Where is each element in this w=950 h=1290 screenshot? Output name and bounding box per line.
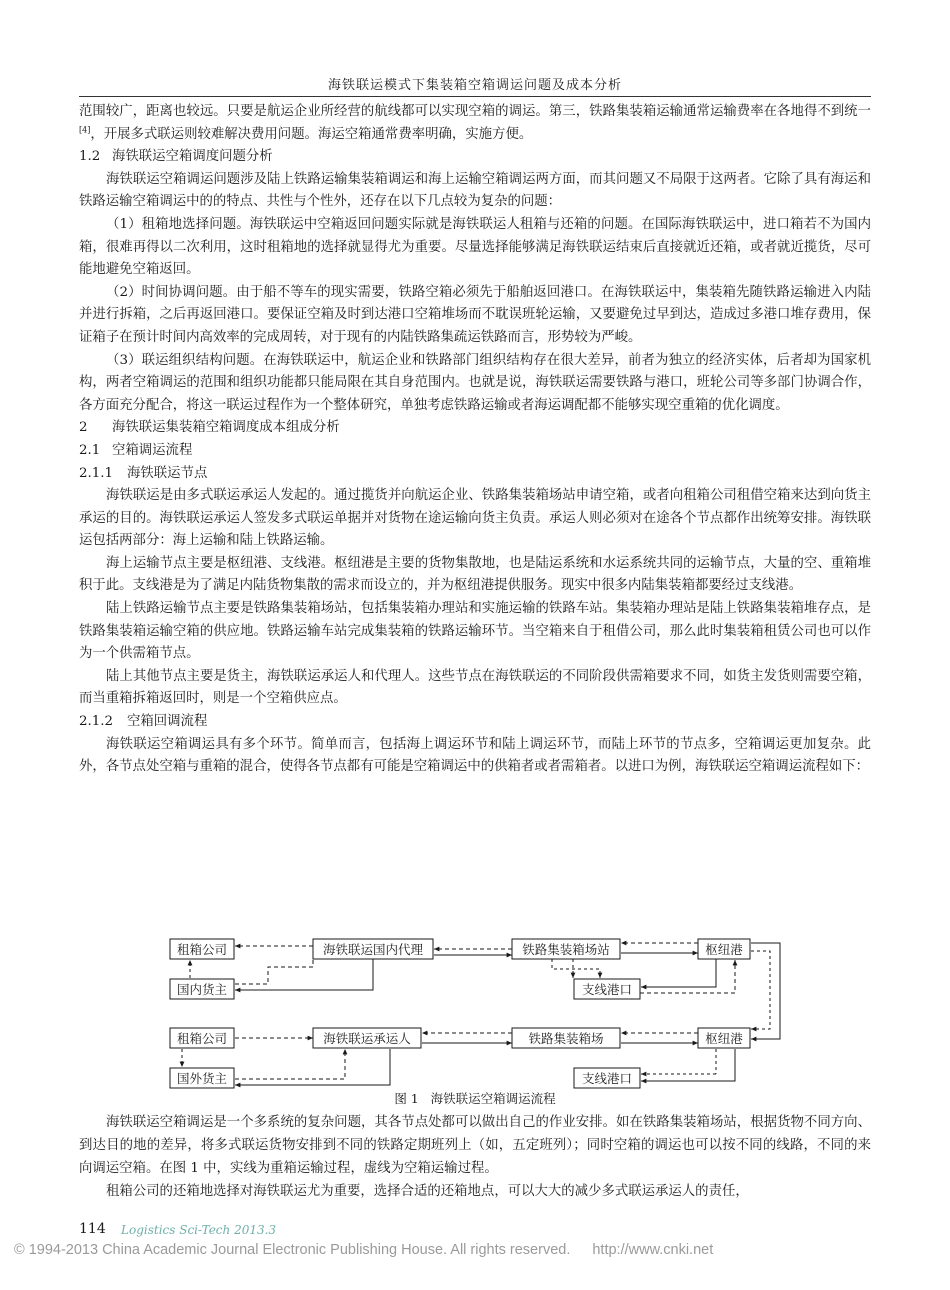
paragraph-text: ，开展多式联运则较难解决费用问题。海运空箱通常费率明确，实施方便。 (90, 126, 533, 142)
citation-ref: [4] (79, 125, 91, 135)
section-number: 2.1.1 (79, 465, 114, 481)
body-text-after-figure (79, 1111, 871, 1203)
section-number: 2 (79, 420, 88, 436)
paragraph: 海铁联运空箱调运是一个多系统的复杂问题，其各节点处都可以做出自己的作业安排。如在铁路集装箱场站，根据货物不同方向、到达目的地的差异，将多式联运货物安排到不同的铁路定期班列上（如，五定班列）；同时空箱的调运也可以按不同的线路，不同的来向调运空箱。在图 1 中，实线为重箱运输过程，虚线为空箱运输过程。 (79, 1115, 871, 1176)
paragraph: 租箱公司的还箱地选择对海铁联运尤为重要，选择合适的还箱地点，可以大大的减少多式联运承运人的责任， (106, 1184, 749, 1199)
section-number: 1.2 (79, 149, 101, 165)
paragraph: 海铁联运空箱调运问题涉及陆上铁路运输集装箱调运和海上运输空箱调运两方面，而其问题又不局限于这两者。它除了具有海运和铁路运输空箱调运中的的特点、共性与个性外，还存在以下几点较为复杂的问题： (79, 171, 871, 210)
flow-diagram (160, 929, 800, 1099)
page-number: 114 (79, 1221, 106, 1237)
node-lease-b: 租箱公司 (176, 1031, 228, 1046)
section-heading (79, 440, 871, 463)
paragraph: 海铁联运是由多式联运承运人发起的。通过揽货并向航运企业、铁路集装箱场站申请空箱，或者向租箱公司租借空箱来达到向货主承运的目的。海铁联运承运人签发多式联运单据并对货物在途运输向货主负责。承运人则必须对在途各个节点都作出统筹安排。海铁联运包括两部分：海上运输和陆上铁路运输。 (79, 488, 871, 549)
paragraph: 陆上其他节点主要是货主，海铁联运承运人和代理人。这些节点在海铁联运的不同阶段供需箱要求不同，如货主发货则需要空箱，而当重箱拆箱返回时，则是一个空箱供应点。 (79, 668, 871, 707)
section-heading (79, 711, 871, 734)
node-domestic-agent: 海铁联运国内代理 (322, 942, 424, 957)
body-text (79, 101, 871, 779)
copyright-text: © 1994-2013 China Academic Journal Electronic Publishing House. All rights reserved. (14, 1242, 571, 1258)
paragraph: （3）联运组织结构问题。在海铁联运中，航运企业和铁路部门组织结构存在很大差异，前者为独立的经济实体，后者却为国家机构，两者空箱调运的范围和组织功能都只能局限在其自身范围内。也就是说，海铁联运需要铁路与港口，班轮公司等多部门协调合作，各方面充分配合，将这一联运过程作为一个整体研究，单独考虑铁路运输或者海运调配都不能够实现空重箱的优化调度。 (79, 352, 871, 413)
section-number: 2.1.2 (79, 714, 114, 730)
paragraph-text: 范围较广，距离也较远。只要是航运企业所经营的航线都可以实现空箱的调运。第三，铁路集装箱运输通常运输费率在各地得不到统一 (79, 104, 871, 119)
section-title: 海铁联运空箱调度问题分析 (112, 149, 273, 165)
journal-name: Logistics Sci-Tech 2013.3 (121, 1223, 277, 1237)
copyright-line (14, 1242, 713, 1258)
section-heading (79, 146, 871, 169)
node-feeder-b: 支线港口 (581, 1071, 633, 1086)
section-heading (79, 463, 871, 486)
header-rule (79, 96, 871, 97)
section-title: 海铁联运节点 (127, 465, 208, 481)
figure-caption (0, 1089, 950, 1107)
node-domestic-shipper: 国内货主 (176, 982, 228, 997)
node-rail-yard-b: 铁路集装箱场 (528, 1031, 604, 1046)
flow-arrows (182, 943, 780, 1085)
paragraph: 陆上铁路运输节点主要是铁路集装箱场站，包括集装箱办理站和实施运输的铁路车站。集装箱办理站是陆上铁路集装箱堆存点，是铁路集装箱运输空箱的供应地。铁路运输车站完成集装箱的铁路运输环节。当空箱来自于租借公司，那么此时集装箱租赁公司也可以作为一个供需箱节点。 (79, 601, 871, 662)
cnki-url[interactable]: http://www.cnki.net (592, 1242, 714, 1258)
node-foreign-shipper: 国外货主 (176, 1071, 228, 1086)
section-number: 2.1 (79, 442, 101, 458)
figure-1 (160, 929, 800, 1099)
node-rail-yard-a: 铁路集装箱场站 (522, 942, 610, 957)
node-hub-b: 枢纽港 (705, 1031, 743, 1046)
paragraph: （1）租箱地选择问题。海铁联运中空箱返回问题实际就是海铁联运人租箱与还箱的问题。在国际海铁联运中，进口箱若不为国内箱，很难再得以二次利用，这时租箱地的选择就显得尤为重要。尽量选择能够满足海铁联运结束后直接就近还箱，或者就近揽货，尽可能地避免空箱返回。 (79, 216, 871, 278)
figure-caption-text: 海铁联运空箱调运流程 (430, 1091, 556, 1106)
node-lease-a: 租箱公司 (176, 942, 228, 957)
section-title: 空箱调运流程 (112, 442, 193, 458)
section-title: 海铁联运集装箱空箱调度成本组成分析 (112, 420, 340, 436)
paragraph: 海铁联运空箱调运具有多个环节。简单而言，包括海上调运环节和陆上调运环节，而陆上环节的节点多，空箱调运更加复杂。此外，各节点处空箱与重箱的混合，使得各节点都有可能是空箱调运中的供箱者或者需箱者。以进口为例，海铁联运空箱调运流程如下： (79, 736, 871, 775)
node-carrier: 海铁联运承运人 (323, 1031, 411, 1046)
paragraph (79, 101, 871, 146)
figure-caption-number: 图 1 (394, 1091, 419, 1106)
node-feeder-a: 支线港口 (581, 982, 633, 997)
node-hub-a: 枢纽港 (705, 942, 743, 957)
section-heading (79, 417, 871, 440)
running-head: 海铁联运模式下集装箱空箱调运问题及成本分析 (327, 78, 622, 93)
section-title: 空箱回调流程 (127, 714, 208, 730)
paragraph: 海上运输节点主要是枢纽港、支线港。枢纽港是主要的货物集散地，也是陆运系统和水运系统共同的运输节点，大量的空、重箱堆积于此。支线港是为了满足内陆货物集散的需求而设立的，并为枢纽港提供服务。现实中很多内陆集装箱都要经过支线港。 (79, 555, 871, 594)
paragraph: （2）时间协调问题。由于船不等车的现实需要，铁路空箱必须先于船舶返回港口。在海铁联运中，集装箱先随铁路运输进入内陆并进行拆箱，之后再返回港口。要保证空箱及时到达港口空箱堆场而不耽误班轮运输，又要避免过早到达，造成过多港口堆存费用，保证箱子在预计时间内高效率的完成周转，对于现有的内陆铁路集疏运铁路而言，形势较为严峻。 (79, 284, 871, 345)
